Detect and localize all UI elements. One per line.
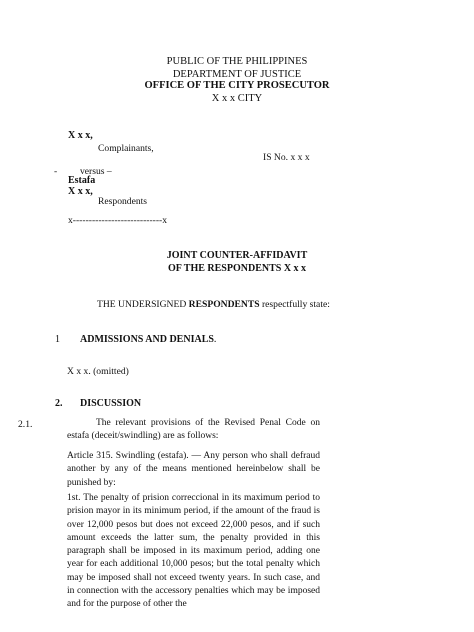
section1-number: 1 bbox=[55, 334, 60, 345]
versus-label: versus – bbox=[80, 166, 112, 177]
section1-heading-suffix: . bbox=[213, 334, 217, 345]
title-line1: JOINT COUNTER-AFFIDAVIT bbox=[166, 250, 308, 261]
intro-statement bbox=[97, 300, 330, 310]
intro-before: THE UNDERSIGNED bbox=[97, 299, 189, 310]
intro-after: respectfully state: bbox=[259, 299, 330, 310]
section1-body: X x x. (omitted) bbox=[67, 366, 129, 377]
caption-separator: x----------------------------x bbox=[68, 215, 168, 226]
intro-bold: RESPONDENTS bbox=[188, 299, 260, 310]
section1-heading bbox=[80, 335, 216, 345]
para-2-1-text: The relevant provisions of the Revised Penal Code on estafa (deceit/swindling) are as follows: bbox=[67, 418, 320, 442]
section2-number: 2. bbox=[55, 398, 63, 409]
article-315-intro: Article 315. Swindling (estafa). — Any person who shall defraud another by any of the means mentioned hereinbelow shall be punished by: bbox=[67, 451, 320, 488]
caption-dash: - bbox=[54, 166, 58, 177]
para-2-1-number: 2.1. bbox=[18, 419, 33, 430]
header-office: OFFICE OF THE CITY PROSECUTOR bbox=[144, 80, 330, 91]
title-line2: OF THE RESPONDENTS X x x bbox=[167, 263, 307, 274]
complainant-name: X x x, bbox=[68, 130, 93, 141]
article-315-penalty: 1st. The penalty of prision correccional in its maximum period to prision mayor in its minimum period, if the amount of the fraud is over 12,000 pesos but does not exceed 22,000 pesos, and if such amount exceeds the latter sum, the penalty provided in this paragraph shall be imposed in its maximum period, adding one year for each additional 10,000 pesos; but the total penalty which may be imposed shall not exceed twenty years. In such case, and in connection with the accessory penalties which may be imposed and for the purpose of other the bbox=[67, 493, 320, 610]
header-republic: PUBLIC OF THE PHILIPPINES bbox=[166, 56, 308, 67]
header-department: DEPARTMENT OF JUSTICE bbox=[172, 69, 302, 80]
respondent-name: X x x, bbox=[68, 186, 93, 197]
complainant-role: Complainants, bbox=[98, 143, 154, 154]
header-city: X x x CITY bbox=[211, 93, 263, 104]
section1-heading-text: ADMISSIONS AND DENIALS bbox=[80, 334, 214, 345]
respondent-role: Respondents bbox=[98, 196, 148, 207]
case-title: Estafa bbox=[68, 175, 96, 186]
section2-heading: DISCUSSION bbox=[80, 398, 142, 409]
case-number: IS No. x x x bbox=[263, 152, 310, 163]
